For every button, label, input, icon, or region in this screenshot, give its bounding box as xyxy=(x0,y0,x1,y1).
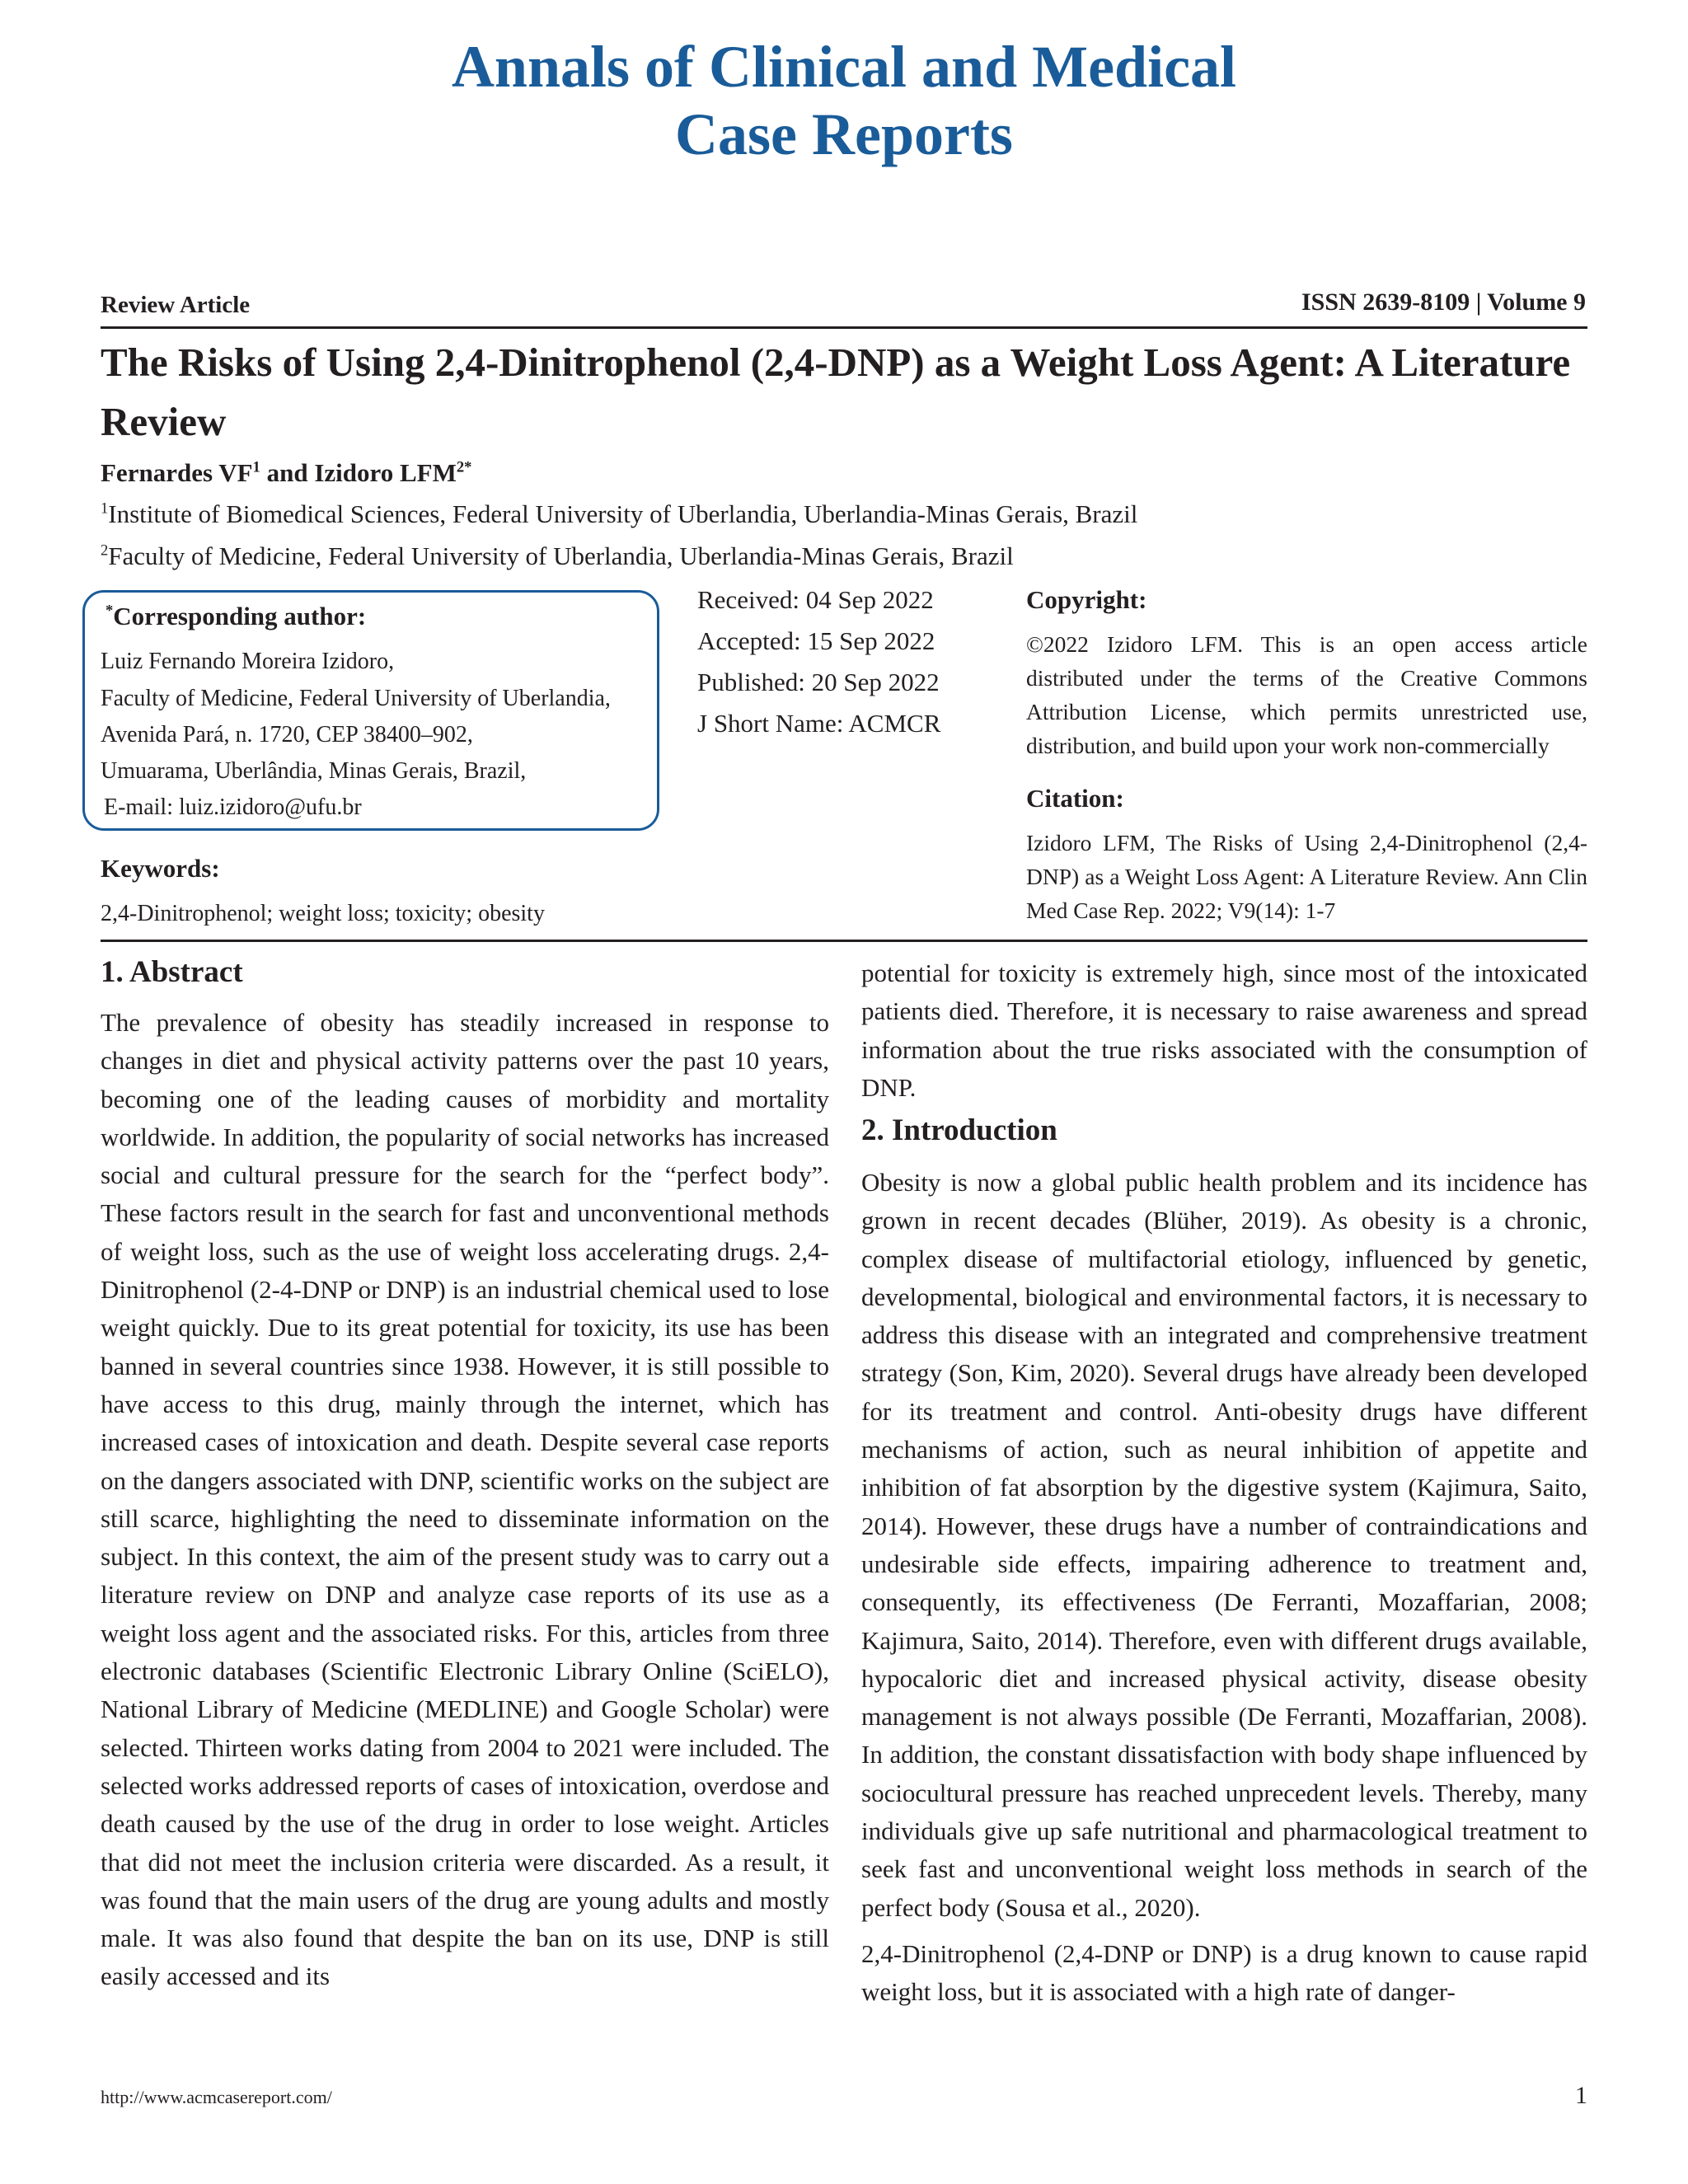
corresponding-name: Luiz Fernando Moreira Izidoro, xyxy=(101,649,395,674)
keywords-heading: Keywords: xyxy=(101,854,220,883)
affiliation-2-sup: 2 xyxy=(101,541,109,560)
article-type: Review Article xyxy=(101,292,251,318)
abstract-text: The prevalence of obesity has steadily increased in response to changes in diet and physical activity patterns over the past 10 years, becoming one of the leading causes of morbidity and mortality worldwide. In addition, the popularity of social networks has increased social and cultural pressure for the search for the “perfect body”. These factors result in the search for fast and unconventional methods of weight loss, such as the use of weight loss accelerating drugs. 2,4-Dinitrophenol (2-4-DNP or DNP) is an industrial chemical used to lose weight quickly. Due to its great potential for toxicity, its use has been banned in several countries since 1938. However, it is still possible to have access to this drug, mainly through the internet, which has increased cases of intoxication and death. Despite several case reports on the dangers associated with DNP, scientific works on the subject are still scarce, highlighting the need to disseminate information on the subject. In this context, the aim of the present study was to carry out a literature review on DNP and analyze case reports of its use as a weight loss agent and the associated risks. For this, articles from three electronic databases (Scientific Electronic Library Online (SciELO), National Library of Medicine (MEDLINE) and Google Scholar) were selected. Thirteen works dating from 2004 to 2021 were included. The selected works addressed reports of cases of intoxication, overdose and death caused by the use of the drug in order to lose weight. Articles that did not meet the inclusion criteria were discarded. As a result, it was found that the main users of the drug are young adults and mostly male. It was also found that despite the ban on its use, DNP is still easily accessed and its xyxy=(101,1008,829,1991)
page-number: 1 xyxy=(1575,2082,1587,2109)
keywords-text: 2,4-Dinitrophenol; weight loss; toxicity; obesity xyxy=(101,901,545,926)
introduction-paragraph-1: Obesity is now a global public health problem and its incidence has grown in recent decades (Blüher, 2019). As obesity is a chronic, complex disease of multifactorial etiology, influenced by genetic, developmental, biological and environmental factors, it is necessary to address this disease with an integrated and comprehensive treatment strategy (Son, Kim, 2020). Several drugs have already been developed for its treatment and control. Anti-obesity drugs have different mechanisms of action, such as neural inhibition of appetite and inhibition of fat absorption by the digestive system (Kajimura, Saito, 2014). However, these drugs have a number of contraindications and undesirable side effects, impairing adherence to treatment and, consequently, its effectiveness (De Ferranti, Mozaffarian, 2008; Kajimura, Saito, 2014). Therefore, even with different drugs available, hypocaloric diet and increased physical activity, disease obesity management is not always possible (De Ferranti, Mozaffarian, 2008). In addition, the constant dissatisfaction with body shape influenced by sociocultural pressure has reached unprecedent levels. Thereby, many individuals give up safe nutritional and pharmacological treatment to seek fast and unconventional weight loss methods in search of the perfect body (Sousa et al., 2020). xyxy=(861,1168,1587,1922)
author-1-affil: 1 xyxy=(252,458,260,476)
author-1: Fernardes VF xyxy=(101,458,253,487)
abstract-heading: 1. Abstract xyxy=(101,955,243,989)
abstract-continuation xyxy=(861,954,1587,1107)
received-date: Received: 04 Sep 2022 xyxy=(697,585,934,614)
journal-title-line2: Case Reports xyxy=(675,101,1013,167)
author-list xyxy=(101,458,471,488)
abstract-body xyxy=(101,1004,829,1996)
corresponding-star: * xyxy=(106,602,114,620)
copyright-heading: Copyright: xyxy=(1026,585,1147,614)
copyright-text: ©2022 Izidoro LFM. This is an open access article distributed under the terms of the Creative Commons Attribution License, which permits unrestricted use, distribution, and build upon your work non-commercially xyxy=(1026,631,1587,758)
affiliation-1-sup: 1 xyxy=(101,499,109,518)
accepted-date: Accepted: 15 Sep 2022 xyxy=(697,626,935,655)
introduction-body xyxy=(861,1164,1587,2012)
corresponding-street: Avenida Pará, n. 1720, CEP 38400–902, xyxy=(101,722,473,748)
journal-title-line1: Annals of Clinical and Medical xyxy=(451,34,1237,100)
author-conjunction: and xyxy=(260,458,315,487)
affiliation-2-text: Faculty of Medicine, Federal University of Uberlandia, Uberlandia-Minas Gerais, Brazil xyxy=(108,541,1014,570)
corresponding-faculty: Faculty of Medicine, Federal University of Uberlandia, xyxy=(101,686,611,711)
published-date: Published: 20 Sep 2022 xyxy=(697,668,940,696)
citation-heading: Citation: xyxy=(1026,784,1124,813)
journal-short-name: J Short Name: ACMCR xyxy=(697,709,941,738)
corresponding-author-heading xyxy=(106,602,366,631)
corresponding-heading-text: Corresponding author: xyxy=(113,602,367,630)
corresponding-email[interactable]: E-mail: luiz.izidoro@ufu.br xyxy=(104,794,362,820)
affiliation-2 xyxy=(101,541,1014,571)
section-rule xyxy=(101,940,1587,942)
affiliation-1-text: Institute of Biomedical Sciences, Federal University of Uberlandia, Uberlandia-Minas Gerais, Brazil xyxy=(108,499,1138,528)
header-rule xyxy=(101,326,1587,329)
article-title: The Risks of Using 2,4-Dinitrophenol (2,4-DNP) as a Weight Loss Agent: A Literature Review xyxy=(101,340,1571,444)
introduction-heading: 2. Introduction xyxy=(861,1113,1057,1147)
issn-volume: ISSN 2639-8109 | Volume 9 xyxy=(1301,288,1586,316)
introduction-paragraph-2: 2,4-Dinitrophenol (2,4-DNP or DNP) is a drug known to cause rapid weight loss, but it is associated with a high rate of danger- xyxy=(861,1938,1587,2007)
affiliation-1 xyxy=(101,499,1137,529)
citation-text: Izidoro LFM, The Risks of Using 2,4-Dinitrophenol (2,4-DNP) as a Weight Loss Agent: A Literature Review. Ann Clin Med Case Rep. 2022; V9(14): 1-7 xyxy=(1026,830,1587,923)
abstract-continuation-text: potential for toxicity is extremely high, since most of the intoxicated patients died. Therefore, it is necessary to raise awareness and spread information about the true risks associated with the consumption of DNP. xyxy=(861,958,1587,1102)
author-2-affil: 2* xyxy=(456,458,472,476)
journal-title xyxy=(0,33,1688,168)
corresponding-city: Umuarama, Uberlândia, Minas Gerais, Brazil, xyxy=(101,758,527,784)
footer-url[interactable]: http://www.acmcasereport.com/ xyxy=(101,2087,332,2107)
author-2: Izidoro LFM xyxy=(314,458,457,487)
